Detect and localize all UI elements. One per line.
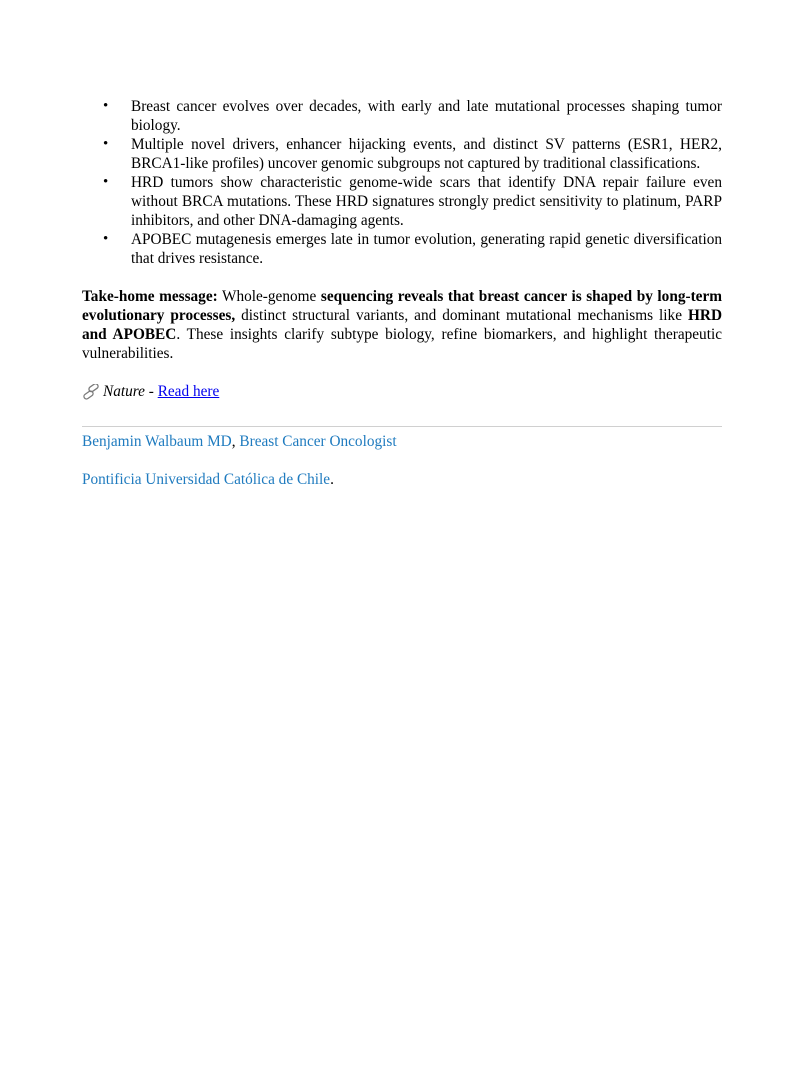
journal-name: Nature [103, 383, 145, 400]
take-home-text: . These insights clarify subtype biology, refine biomarkers, and highlight therapeutic vulnerabilities. [82, 326, 723, 362]
list-item-text: Multiple novel drivers, enhancer hijacking events, and distinct SV patterns (ESR1, HER2, BRCA1-like profiles) uncover genomic subgroups not captured by traditional classifications. [131, 136, 722, 172]
take-home-text: distinct structural variants, and dominant mutational mechanisms like [235, 307, 688, 324]
institution-period: . [330, 471, 334, 488]
author-line [82, 432, 722, 451]
divider [82, 426, 722, 427]
institution-name: Pontificia Universidad Católica de Chile [82, 471, 331, 488]
author-role: Breast Cancer Oncologist [239, 433, 397, 450]
bullet-icon: • [103, 174, 109, 190]
link-icon [82, 384, 100, 400]
list-item [82, 173, 722, 230]
take-home-text: Whole-genome [217, 288, 321, 305]
source-line [82, 382, 722, 401]
take-home-emphasis: HRD and APOBEC [82, 307, 722, 343]
author-separator: , [231, 433, 240, 450]
take-home-emphasis: sequencing reveals that breast cancer is shaped by long-term evolutionary processes, [82, 288, 722, 324]
list-item [82, 135, 722, 173]
list-item [82, 97, 722, 135]
bullet-icon: • [103, 136, 109, 152]
list-item-text: Breast cancer evolves over decades, with early and late mutational processes shaping tumor biology. [131, 98, 722, 134]
author-name: Benjamin Walbaum MD [82, 433, 232, 450]
list-item-text: APOBEC mutagenesis emerges late in tumor evolution, generating rapid genetic diversification that drives resistance. [131, 231, 722, 267]
source-separator: - [144, 383, 158, 400]
key-points-list [82, 97, 722, 268]
read-here-link[interactable]: Read here [157, 383, 220, 400]
bullet-icon: • [103, 98, 109, 114]
bullet-icon: • [103, 231, 109, 247]
take-home-paragraph [82, 287, 722, 363]
list-item [82, 230, 722, 268]
list-item-text: HRD tumors show characteristic genome-wide scars that identify DNA repair failure even without BRCA mutations. These HRD signatures strongly predict sensitivity to platinum, PARP inhibitors, and other DNA-damaging agents. [131, 174, 722, 229]
document-body [82, 97, 722, 489]
institution-line [82, 470, 722, 489]
take-home-label: Take-home message: [82, 288, 218, 305]
